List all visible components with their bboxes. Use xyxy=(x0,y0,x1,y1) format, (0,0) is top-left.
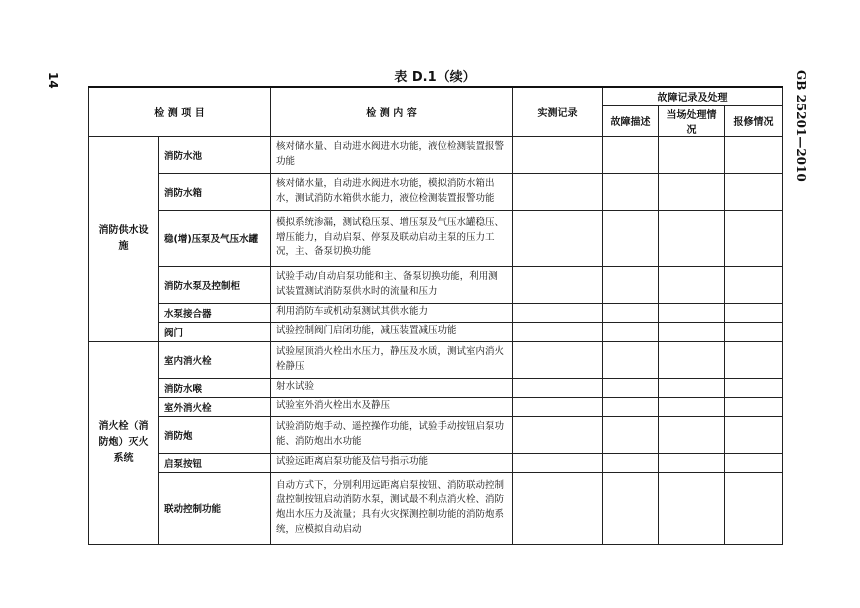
table-row xyxy=(89,341,783,378)
onsite-cell xyxy=(659,453,725,472)
actual-cell xyxy=(513,453,603,472)
onsite-cell xyxy=(659,136,725,173)
onsite-cell xyxy=(659,303,725,322)
content-cell: 射水试验 xyxy=(271,378,513,397)
content-cell: 试验手动/自动启泵功能和主、备泵切换功能，利用测试装置测试消防泵供水时的流量和压力 xyxy=(271,266,513,303)
table-row xyxy=(89,136,783,173)
table-row xyxy=(89,378,783,397)
table-row xyxy=(89,416,783,453)
header-repair: 报修情况 xyxy=(725,105,783,136)
table-row xyxy=(89,173,783,210)
repair-cell xyxy=(725,416,783,453)
content-cell: 试验远距离启泵功能及信号指示功能 xyxy=(271,453,513,472)
actual-cell xyxy=(513,416,603,453)
item-cell: 室外消火栓 xyxy=(159,397,271,416)
category-cell: 消火栓（消防炮）灭火系统 xyxy=(89,341,159,544)
standard-code: GB 25201—2010 xyxy=(794,70,808,182)
onsite-cell xyxy=(659,397,725,416)
fault-desc-cell xyxy=(603,416,659,453)
actual-cell xyxy=(513,472,603,544)
table-row xyxy=(89,303,783,322)
item-cell: 消防水箱 xyxy=(159,173,271,210)
fault-desc-cell xyxy=(603,378,659,397)
content-cell: 自动方式下，分别利用远距离启泵按钮、消防联动控制盘控制按钮启动消防水泵，测试最不利点消火栓、消防炮出水压力及流量；具有火灾探测控制功能的消防炮系统，应模拟自动启动 xyxy=(271,472,513,544)
item-cell: 消防水喉 xyxy=(159,378,271,397)
table-row xyxy=(89,397,783,416)
onsite-cell xyxy=(659,378,725,397)
actual-cell xyxy=(513,397,603,416)
fault-desc-cell xyxy=(603,322,659,341)
onsite-cell xyxy=(659,210,725,266)
fault-desc-cell xyxy=(603,173,659,210)
table-row xyxy=(89,453,783,472)
repair-cell xyxy=(725,397,783,416)
onsite-cell xyxy=(659,341,725,378)
repair-cell xyxy=(725,378,783,397)
actual-cell xyxy=(513,173,603,210)
item-cell: 室内消火栓 xyxy=(159,341,271,378)
table-caption: 表 D.1（续） xyxy=(394,70,476,85)
onsite-cell xyxy=(659,266,725,303)
actual-cell xyxy=(513,322,603,341)
repair-cell xyxy=(725,341,783,378)
actual-cell xyxy=(513,303,603,322)
item-cell: 阀门 xyxy=(159,322,271,341)
onsite-cell xyxy=(659,322,725,341)
header-onsite: 当场处理情况 xyxy=(659,105,725,136)
onsite-cell xyxy=(659,173,725,210)
repair-cell xyxy=(725,266,783,303)
header-fault-group: 故障记录及处理 xyxy=(603,87,783,105)
fault-desc-cell xyxy=(603,303,659,322)
repair-cell xyxy=(725,322,783,341)
content-cell: 核对储水量，自动进水阀进水功能，模拟消防水箱出水，测试消防水箱供水能力，液位检测装置报警功能 xyxy=(271,173,513,210)
table-row xyxy=(89,210,783,266)
item-cell: 稳(增)压泵及气压水罐 xyxy=(159,210,271,266)
item-cell: 联动控制功能 xyxy=(159,472,271,544)
item-cell: 消防水泵及控制柜 xyxy=(159,266,271,303)
repair-cell xyxy=(725,472,783,544)
repair-cell xyxy=(725,210,783,266)
actual-cell xyxy=(513,136,603,173)
table-row xyxy=(89,322,783,341)
fault-desc-cell xyxy=(603,397,659,416)
category-cell: 消防供水设施 xyxy=(89,136,159,341)
content-cell: 核对储水量、自动进水阀进水功能，液位检测装置报警功能 xyxy=(271,136,513,173)
content-cell: 试验控制阀门启闭功能，减压装置减压功能 xyxy=(271,322,513,341)
actual-cell xyxy=(513,266,603,303)
table-row xyxy=(89,472,783,544)
repair-cell xyxy=(725,453,783,472)
content-cell: 试验室外消火栓出水及静压 xyxy=(271,397,513,416)
fault-desc-cell xyxy=(603,266,659,303)
content-cell: 利用消防车或机动泵测试其供水能力 xyxy=(271,303,513,322)
item-cell: 启泵按钮 xyxy=(159,453,271,472)
actual-cell xyxy=(513,378,603,397)
header-item: 检 测 项 目 xyxy=(89,87,271,136)
item-cell: 水泵接合器 xyxy=(159,303,271,322)
table-row xyxy=(89,266,783,303)
repair-cell xyxy=(725,173,783,210)
actual-cell xyxy=(513,341,603,378)
fault-desc-cell xyxy=(603,210,659,266)
repair-cell xyxy=(725,136,783,173)
repair-cell xyxy=(725,303,783,322)
header-actual: 实测记录 xyxy=(513,87,603,136)
content-cell: 试验消防炮手动、遥控操作功能，试验手动按钮启泵功能、消防炮出水功能 xyxy=(271,416,513,453)
onsite-cell xyxy=(659,416,725,453)
actual-cell xyxy=(513,210,603,266)
fault-desc-cell xyxy=(603,453,659,472)
inspection-table xyxy=(88,86,783,545)
fault-desc-cell xyxy=(603,472,659,544)
header-fault-desc: 故障描述 xyxy=(603,105,659,136)
item-cell: 消防水池 xyxy=(159,136,271,173)
content-cell: 试验屋顶消火栓出水压力，静压及水质，测试室内消火栓静压 xyxy=(271,341,513,378)
fault-desc-cell xyxy=(603,341,659,378)
item-cell: 消防炮 xyxy=(159,416,271,453)
page-number: 14 xyxy=(46,72,60,89)
fault-desc-cell xyxy=(603,136,659,173)
header-content: 检 测 内 容 xyxy=(271,87,513,136)
content-cell: 模拟系统渗漏，测试稳压泵、增压泵及气压水罐稳压、增压能力，自动启泵、停泵及联动启动主泵的压力工况，主、备泵切换功能 xyxy=(271,210,513,266)
onsite-cell xyxy=(659,472,725,544)
